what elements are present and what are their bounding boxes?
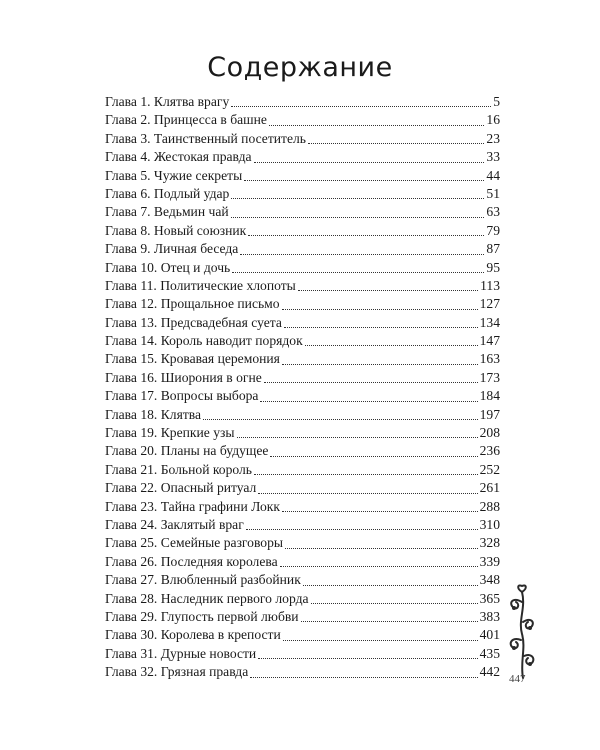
toc-entry-title: Глава 19. Крепкие узы: [105, 425, 235, 441]
dot-leader: [254, 474, 478, 475]
toc-entry-title: Глава 22. Опасный ритуал: [105, 480, 257, 496]
toc-entry-title: Глава 10. Отец и дочь: [105, 259, 231, 275]
toc-entry-page: 127: [479, 296, 500, 312]
toc-entry: [105, 222, 500, 240]
page-number: 447: [509, 673, 526, 685]
toc-entry: [105, 295, 500, 313]
toc-entry: [105, 93, 500, 111]
toc-entry: [105, 148, 500, 166]
toc-entry-page: 339: [479, 553, 500, 569]
toc-entry-title: Глава 31. Дурные новости: [105, 645, 257, 661]
toc-entry-page: 113: [480, 277, 500, 293]
toc-entry: [105, 663, 500, 681]
toc-entry: [105, 332, 500, 350]
toc-entry: [105, 479, 500, 497]
dot-leader: [232, 272, 484, 273]
toc-entry-page: 348: [479, 572, 500, 588]
dot-leader: [231, 106, 491, 107]
toc-entry-title: Глава 14. Король наводит порядок: [105, 333, 303, 349]
toc-entry: [105, 553, 500, 571]
toc-entry-page: 236: [479, 443, 500, 459]
toc-entry-title: Глава 29. Глупость первой любви: [105, 608, 299, 624]
toc-entry-title: Глава 21. Больной король: [105, 461, 252, 477]
toc-entry-title: Глава 24. Заклятый враг: [105, 516, 244, 532]
dot-leader: [308, 143, 484, 144]
toc-entry: [105, 424, 500, 442]
toc-entry-title: Глава 18. Клятва: [105, 406, 202, 422]
toc-entry-title: Глава 30. Королева в крепости: [105, 627, 281, 643]
toc-entry-page: 16: [486, 112, 500, 128]
dot-leader: [282, 309, 478, 310]
toc-entry: [105, 314, 500, 332]
toc-entry-page: 435: [479, 645, 500, 661]
toc-entry: [105, 369, 500, 387]
dot-leader: [301, 621, 478, 622]
dot-leader: [254, 162, 485, 163]
dot-leader: [258, 658, 477, 659]
toc-entry: [105, 645, 500, 663]
toc-entry-page: 147: [479, 333, 500, 349]
dot-leader: [283, 640, 478, 641]
toc-entry-page: 87: [486, 241, 500, 257]
toc-entry-page: 63: [486, 204, 500, 220]
toc-entry-title: Глава 1. Клятва врагу: [105, 94, 230, 109]
toc-entry: [105, 240, 500, 258]
dot-leader: [258, 493, 477, 494]
toc-entry: [105, 498, 500, 516]
dot-leader: [282, 364, 478, 365]
dot-leader: [244, 180, 484, 181]
toc-entry: [105, 130, 500, 148]
toc-entry-title: Глава 20. Планы на будущее: [105, 443, 269, 459]
toc-entry-page: 33: [486, 149, 500, 165]
toc-entry: [105, 167, 500, 185]
toc-entry: [105, 608, 500, 626]
toc-entry-title: Глава 27. Влюбленный разбойник: [105, 572, 301, 588]
toc-entry-title: Глава 17. Вопросы выбора: [105, 388, 259, 404]
toc-entry-page: 173: [479, 369, 500, 385]
dot-leader: [298, 290, 478, 291]
dot-leader: [250, 677, 477, 678]
dot-leader: [270, 456, 477, 457]
table-of-contents: [105, 93, 500, 682]
toc-entry-page: 44: [486, 167, 500, 183]
toc-entry-title: Глава 7. Ведьмин чай: [105, 204, 229, 220]
toc-entry: [105, 350, 500, 368]
toc-entry-title: Глава 2. Принцесса в башне: [105, 112, 267, 128]
toc-entry: [105, 590, 500, 608]
toc-entry: [105, 461, 500, 479]
toc-entry-page: 23: [486, 130, 500, 146]
toc-entry-page: 365: [479, 590, 500, 606]
toc-entry-page: 79: [486, 222, 500, 238]
toc-entry-page: 401: [479, 627, 500, 643]
toc-entry-title: Глава 8. Новый союзник: [105, 222, 247, 238]
dot-leader: [282, 511, 478, 512]
toc-entry-page: 328: [479, 535, 500, 551]
dot-leader: [284, 327, 478, 328]
dot-leader: [248, 235, 484, 236]
toc-entry-title: Глава 26. Последняя королева: [105, 553, 278, 569]
dot-leader: [240, 254, 484, 255]
toc-entry: [105, 571, 500, 589]
toc-entry-page: 442: [479, 664, 500, 680]
toc-entry: [105, 203, 500, 221]
toc-entry-page: 208: [479, 425, 500, 441]
toc-entry-title: Глава 4. Жестокая правда: [105, 149, 252, 165]
toc-entry-title: Глава 25. Семейные разговоры: [105, 535, 284, 551]
toc-entry-page: 95: [486, 259, 500, 275]
toc-entry-title: Глава 13. Предсвадебная суета: [105, 314, 282, 330]
toc-entry: [105, 185, 500, 203]
toc-entry-page: 134: [479, 314, 500, 330]
toc-entry: [105, 277, 500, 295]
floral-ornament-icon: [502, 582, 542, 680]
dot-leader: [231, 217, 485, 218]
toc-entry-title: Глава 32. Грязная правда: [105, 664, 249, 680]
toc-entry-title: Глава 11. Политические хлопоты: [105, 277, 296, 293]
page-title: Содержание: [207, 52, 393, 83]
toc-entry-title: Глава 23. Тайна графини Локк: [105, 498, 281, 514]
toc-entry-page: 261: [479, 480, 500, 496]
dot-leader: [246, 529, 478, 530]
toc-entry: [105, 442, 500, 460]
toc-entry-page: 163: [479, 351, 500, 367]
toc-entry: [105, 111, 500, 129]
toc-entry-title: Глава 3. Таинственный посетитель: [105, 130, 306, 146]
dot-leader: [305, 345, 478, 346]
toc-entry-page: 5: [493, 94, 500, 109]
toc-entry: [105, 259, 500, 277]
toc-entry-page: 383: [479, 608, 500, 624]
dot-leader: [237, 437, 478, 438]
toc-entry-title: Глава 6. Подлый удар: [105, 185, 230, 201]
dot-leader: [303, 585, 478, 586]
toc-entry-title: Глава 16. Шиорония в огне: [105, 369, 262, 385]
dot-leader: [264, 382, 478, 383]
dot-leader: [280, 566, 478, 567]
toc-entry-title: Глава 5. Чужие секреты: [105, 167, 243, 183]
dot-leader: [231, 198, 484, 199]
dot-leader: [260, 401, 477, 402]
toc-entry-title: Глава 9. Личная беседа: [105, 241, 239, 257]
toc-entry-page: 197: [479, 406, 500, 422]
toc-entry-title: Глава 28. Наследник первого лорда: [105, 590, 309, 606]
toc-entry-page: 252: [479, 461, 500, 477]
toc-entry-page: 288: [479, 498, 500, 514]
toc-entry: [105, 534, 500, 552]
toc-entry: [105, 626, 500, 644]
dot-leader: [203, 419, 478, 420]
toc-entry: [105, 387, 500, 405]
toc-entry: [105, 406, 500, 424]
dot-leader: [269, 125, 484, 126]
toc-entry-page: 51: [486, 185, 500, 201]
toc-entry-title: Глава 12. Прощальное письмо: [105, 296, 280, 312]
dot-leader: [285, 548, 478, 549]
toc-entry-page: 184: [479, 388, 500, 404]
toc-entry-title: Глава 15. Кровавая церемония: [105, 351, 280, 367]
toc-entry-page: 310: [479, 516, 500, 532]
toc-entry: [105, 516, 500, 534]
dot-leader: [311, 603, 478, 604]
